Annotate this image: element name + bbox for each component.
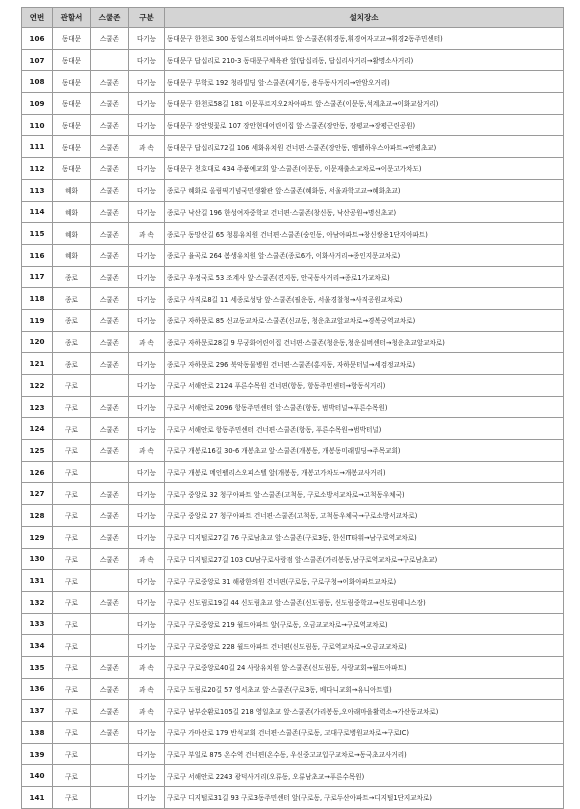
cell-school-zone: 스쿨존 xyxy=(91,223,129,245)
cell-no: 113 xyxy=(22,179,53,201)
cell-no: 125 xyxy=(22,440,53,462)
cell-school-zone: 스쿨존 xyxy=(91,440,129,462)
cell-office: 구로 xyxy=(53,548,91,570)
cell-location: 구로구 구로중앙로 31 해광한의원 건너편(구로동, 구로구청→이화아파트교차로) xyxy=(165,570,564,592)
cell-location: 구로구 디지털로27길 76 구로남초교 앞·스쿨존(구로3동, 한신IT타워→남구로역교차로) xyxy=(165,526,564,548)
cell-school-zone: 스쿨존 xyxy=(91,548,129,570)
cell-location: 구로구 서해안로 2124 푸른수목원 건너편(항동, 항동주민센터→항동식거리) xyxy=(165,375,564,397)
table-header-row xyxy=(22,8,564,28)
cell-school-zone: 스쿨존 xyxy=(91,114,129,136)
cell-kind: 다기능 xyxy=(129,93,165,115)
cell-location: 동대문구 답십리로 210-3 동대문구체육관 앞(답십리동, 답십리사거리→활명소사거리) xyxy=(165,49,564,71)
table-row xyxy=(22,743,564,765)
cell-office: 혜화 xyxy=(53,244,91,266)
cell-kind: 다기능 xyxy=(129,353,165,375)
cell-school-zone: 스쿨존 xyxy=(91,331,129,353)
cell-no: 108 xyxy=(22,71,53,93)
cell-no: 119 xyxy=(22,309,53,331)
cell-school-zone xyxy=(91,787,129,809)
table-row xyxy=(22,49,564,71)
cell-no: 112 xyxy=(22,158,53,180)
cell-location: 종로구 자하문로 296 북악동물병원 건너편·스쿨존(홍지동, 자하문터널→세검정교차로) xyxy=(165,353,564,375)
cell-location: 구로구 서해안로 2243 광덕사거리(오류동, 오류남초교→푸른수목원) xyxy=(165,765,564,787)
cell-school-zone: 스쿨존 xyxy=(91,179,129,201)
cell-school-zone xyxy=(91,765,129,787)
cell-office: 혜화 xyxy=(53,223,91,245)
cell-location: 구로구 구로중앙로 228 월드아파트 건너편(신도림동, 구로역교차로→오금교교차로) xyxy=(165,635,564,657)
cell-school-zone: 스쿨존 xyxy=(91,158,129,180)
cell-school-zone: 스쿨존 xyxy=(91,700,129,722)
cell-office: 구로 xyxy=(53,743,91,765)
cell-office: 혜화 xyxy=(53,201,91,223)
header-location: 설치장소 xyxy=(165,8,564,28)
cell-office: 구로 xyxy=(53,765,91,787)
table-row xyxy=(22,309,564,331)
cell-kind: 다기능 xyxy=(129,526,165,548)
cell-no: 111 xyxy=(22,136,53,158)
cell-location: 종로구 율곡로 264 봄생유치원 앞·스쿨존(종로6가, 이화사거리→종인지문교차로) xyxy=(165,244,564,266)
cell-kind: 다기능 xyxy=(129,396,165,418)
cell-kind: 다기능 xyxy=(129,461,165,483)
cell-location: 동대문구 장안벚꽃로 107 장안현대어린이집 앞·스쿨존(장안동, 장평교→장평근린공원) xyxy=(165,114,564,136)
cell-kind: 과 속 xyxy=(129,700,165,722)
cell-location: 구로구 가마산로 179 반석교회 건너편·스쿨존(구로동, 고대구로병원교차로→구로IC) xyxy=(165,722,564,744)
cell-no: 106 xyxy=(22,28,53,50)
cell-location: 구로구 남부순환로105길 218 영일초교 앞·스쿨존(가리봉동,오아래마을활력소→가산동교차로) xyxy=(165,700,564,722)
table-row xyxy=(22,505,564,527)
cell-no: 110 xyxy=(22,114,53,136)
cell-office: 혜화 xyxy=(53,179,91,201)
table-row xyxy=(22,244,564,266)
table-row xyxy=(22,548,564,570)
cell-location: 동대문구 한천로58길 181 이문푸르지오2차아파트 앞·스쿨존(이문동,석계초교→이화교삼거리) xyxy=(165,93,564,115)
cell-location: 종로구 자하문로 85 신교동교차로·스쿨존(신교동, 청운초교앞교차로→경복궁역교차로) xyxy=(165,309,564,331)
cell-office: 구로 xyxy=(53,418,91,440)
cell-office: 구로 xyxy=(53,613,91,635)
table-row xyxy=(22,526,564,548)
cell-office: 구로 xyxy=(53,483,91,505)
cell-kind: 다기능 xyxy=(129,28,165,50)
cell-office: 구로 xyxy=(53,375,91,397)
cell-school-zone: 스쿨존 xyxy=(91,505,129,527)
cell-kind: 다기능 xyxy=(129,722,165,744)
cell-location: 구로구 중앙로 27 청구아파트 건너편·스쿨존(고척동, 고척동우체국→구로소방서교차로) xyxy=(165,505,564,527)
cell-kind: 다기능 xyxy=(129,266,165,288)
cell-school-zone xyxy=(91,743,129,765)
table-row xyxy=(22,353,564,375)
header-type: 스쿨존 xyxy=(91,8,129,28)
cell-no: 126 xyxy=(22,461,53,483)
cell-kind: 과 속 xyxy=(129,440,165,462)
cell-school-zone xyxy=(91,375,129,397)
cell-school-zone xyxy=(91,635,129,657)
cell-kind: 다기능 xyxy=(129,765,165,787)
cell-no: 127 xyxy=(22,483,53,505)
cell-kind: 다기능 xyxy=(129,418,165,440)
cell-school-zone: 스쿨존 xyxy=(91,353,129,375)
table-row xyxy=(22,288,564,310)
cell-no: 107 xyxy=(22,49,53,71)
cell-kind: 다기능 xyxy=(129,71,165,93)
cell-no: 129 xyxy=(22,526,53,548)
table-row xyxy=(22,613,564,635)
table-row xyxy=(22,700,564,722)
table-row xyxy=(22,136,564,158)
cell-school-zone xyxy=(91,461,129,483)
cell-location: 종로구 우정국로 53 조계사 앞·스쿨존(견지동, 안국동사거리→종로1가교차로) xyxy=(165,266,564,288)
cell-office: 구로 xyxy=(53,700,91,722)
cell-office: 구로 xyxy=(53,656,91,678)
cell-school-zone: 스쿨존 xyxy=(91,722,129,744)
table-row xyxy=(22,93,564,115)
table-row xyxy=(22,179,564,201)
cell-school-zone: 스쿨존 xyxy=(91,418,129,440)
camera-location-table-container xyxy=(21,7,563,809)
cell-school-zone: 스쿨존 xyxy=(91,656,129,678)
cell-kind: 과 속 xyxy=(129,656,165,678)
cell-school-zone xyxy=(91,570,129,592)
cell-no: 141 xyxy=(22,787,53,809)
table-row xyxy=(22,591,564,613)
cell-no: 135 xyxy=(22,656,53,678)
cell-office: 구로 xyxy=(53,635,91,657)
cell-kind: 다기능 xyxy=(129,288,165,310)
cell-location: 종로구 낙산길 196 한성여자중학교 건너편·스쿨존(창신동, 낙산공원→명신초교) xyxy=(165,201,564,223)
cell-kind: 다기능 xyxy=(129,505,165,527)
cell-school-zone: 스쿨존 xyxy=(91,201,129,223)
header-kind: 구분 xyxy=(129,8,165,28)
table-row xyxy=(22,418,564,440)
cell-location: 종로구 자하문로28길 9 무궁화어린이집 건너편·스쿨존(청운동,청운실버센터→청운초교앞교차로) xyxy=(165,331,564,353)
table-row xyxy=(22,722,564,744)
cell-location: 구로구 디지털로31길 93 구로3동주민센터 앞(구로동, 구로두산아파트→디지털1단지교차로) xyxy=(165,787,564,809)
cell-location: 구로구 개봉로 메인펠리스오피스텔 앞(개봉동, 개봉고가차도→개봉교사거리) xyxy=(165,461,564,483)
cell-office: 동대문 xyxy=(53,71,91,93)
table-body xyxy=(22,28,564,809)
cell-no: 136 xyxy=(22,678,53,700)
cell-office: 구로 xyxy=(53,526,91,548)
cell-kind: 다기능 xyxy=(129,787,165,809)
cell-office: 종로 xyxy=(53,266,91,288)
cell-no: 128 xyxy=(22,505,53,527)
cell-no: 123 xyxy=(22,396,53,418)
cell-office: 구로 xyxy=(53,722,91,744)
cell-kind: 다기능 xyxy=(129,635,165,657)
cell-office: 구로 xyxy=(53,461,91,483)
cell-no: 132 xyxy=(22,591,53,613)
cell-school-zone: 스쿨존 xyxy=(91,591,129,613)
cell-office: 동대문 xyxy=(53,93,91,115)
cell-office: 동대문 xyxy=(53,114,91,136)
cell-no: 121 xyxy=(22,353,53,375)
cell-location: 종로구 혜화로 올림픽기념국민생활관 앞·스쿨존(혜화동, 서울과학고교→혜화초교) xyxy=(165,179,564,201)
cell-location: 구로구 개봉로16길 30-6 개봉초교 앞·스쿨존(개봉동, 개봉동미래빌딩→주목교회) xyxy=(165,440,564,462)
cell-kind: 다기능 xyxy=(129,114,165,136)
cell-location: 동대문구 무학로 192 청라빌딩 앞·스쿨존(제기동, 용두동사거리→안암오거리) xyxy=(165,71,564,93)
cell-location: 동대문구 천호대로 434 주품예교회 앞·스쿨존(이문동, 이문재출소교차로→이문고가차도) xyxy=(165,158,564,180)
cell-location: 구로구 디지털로27길 103 CU남구로사랑점 앞·스쿨존(가리봉동,남구로역교차로→구로남초교) xyxy=(165,548,564,570)
table-row xyxy=(22,71,564,93)
header-no: 연번 xyxy=(22,8,53,28)
cell-kind: 다기능 xyxy=(129,49,165,71)
table-row xyxy=(22,461,564,483)
cell-location: 구로구 서해안로 2096 항동주민센터 앞·스쿨존(항동, 범박터널→푸른수목원) xyxy=(165,396,564,418)
cell-kind: 다기능 xyxy=(129,570,165,592)
cell-kind: 과 속 xyxy=(129,331,165,353)
cell-school-zone: 스쿨존 xyxy=(91,71,129,93)
table-row xyxy=(22,635,564,657)
cell-office: 종로 xyxy=(53,331,91,353)
cell-no: 134 xyxy=(22,635,53,657)
cell-school-zone: 스쿨존 xyxy=(91,136,129,158)
cell-kind: 다기능 xyxy=(129,743,165,765)
cell-office: 종로 xyxy=(53,309,91,331)
table-row xyxy=(22,158,564,180)
cell-school-zone: 스쿨존 xyxy=(91,678,129,700)
cell-office: 구로 xyxy=(53,396,91,418)
cell-school-zone xyxy=(91,49,129,71)
cell-location: 구로구 도림로20길 57 영서초교 앞·스쿨존(구로3동, 베다니교회→유니아트빌) xyxy=(165,678,564,700)
cell-school-zone xyxy=(91,613,129,635)
cell-location: 구로구 구로중앙로 219 월드아파트 앞(구로동, 오금교교차로→구로역교차로) xyxy=(165,613,564,635)
cell-no: 116 xyxy=(22,244,53,266)
cell-no: 122 xyxy=(22,375,53,397)
cell-office: 종로 xyxy=(53,353,91,375)
cell-no: 138 xyxy=(22,722,53,744)
table-row xyxy=(22,678,564,700)
cell-school-zone: 스쿨존 xyxy=(91,483,129,505)
camera-location-table xyxy=(21,7,564,809)
cell-no: 130 xyxy=(22,548,53,570)
cell-location: 구로구 구로중앙로40길 24 사랑유치원 앞·스쿨존(신도림동, 사랑교회→월드아파트) xyxy=(165,656,564,678)
cell-location: 구로구 신도림로19길 44 신도림초교 앞·스쿨존(신도림동, 신도림중학교→신도림테니스장) xyxy=(165,591,564,613)
cell-office: 동대문 xyxy=(53,158,91,180)
cell-office: 구로 xyxy=(53,440,91,462)
table-row xyxy=(22,266,564,288)
cell-school-zone: 스쿨존 xyxy=(91,28,129,50)
cell-office: 구로 xyxy=(53,570,91,592)
cell-kind: 다기능 xyxy=(129,309,165,331)
cell-office: 동대문 xyxy=(53,49,91,71)
cell-no: 140 xyxy=(22,765,53,787)
cell-office: 구로 xyxy=(53,787,91,809)
table-row xyxy=(22,440,564,462)
cell-no: 124 xyxy=(22,418,53,440)
table-row xyxy=(22,28,564,50)
cell-kind: 다기능 xyxy=(129,179,165,201)
cell-no: 131 xyxy=(22,570,53,592)
cell-school-zone: 스쿨존 xyxy=(91,288,129,310)
table-row xyxy=(22,114,564,136)
cell-location: 구로구 중앙로 32 청구아파트 앞·스쿨존(고척동, 구로소방서교차로→고척동우체국) xyxy=(165,483,564,505)
cell-location: 동대문구 답십리로72길 106 세화유치원 건너편·스쿨존(장안동, 엠펠하우스아파트→안평초교) xyxy=(165,136,564,158)
cell-school-zone: 스쿨존 xyxy=(91,396,129,418)
cell-no: 115 xyxy=(22,223,53,245)
cell-no: 139 xyxy=(22,743,53,765)
cell-kind: 과 속 xyxy=(129,223,165,245)
cell-location: 동대문구 한천로 300 동일스위트리버아파트 앞·스쿨존(휘경동,휘경여자고교→휘경2동주민센터) xyxy=(165,28,564,50)
cell-kind: 다기능 xyxy=(129,483,165,505)
cell-office: 동대문 xyxy=(53,28,91,50)
cell-no: 109 xyxy=(22,93,53,115)
cell-kind: 과 속 xyxy=(129,136,165,158)
cell-kind: 다기능 xyxy=(129,158,165,180)
cell-office: 종로 xyxy=(53,288,91,310)
cell-school-zone: 스쿨존 xyxy=(91,93,129,115)
cell-school-zone: 스쿨존 xyxy=(91,309,129,331)
table-row xyxy=(22,201,564,223)
cell-no: 118 xyxy=(22,288,53,310)
cell-office: 구로 xyxy=(53,678,91,700)
cell-location: 구로구 부일로 875 온수역 건너편(온수동, 우신중고교입구교차로→동국초교사거리) xyxy=(165,743,564,765)
cell-kind: 다기능 xyxy=(129,591,165,613)
cell-kind: 과 속 xyxy=(129,678,165,700)
cell-no: 120 xyxy=(22,331,53,353)
table-row xyxy=(22,765,564,787)
table-row xyxy=(22,483,564,505)
cell-no: 117 xyxy=(22,266,53,288)
table-row xyxy=(22,787,564,809)
cell-location: 종로구 동망산길 65 청룡유치원 건너편·스쿨존(숭인동, 아남아파트→창신쌍용1단지아파트) xyxy=(165,223,564,245)
table-row xyxy=(22,656,564,678)
table-row xyxy=(22,223,564,245)
cell-no: 133 xyxy=(22,613,53,635)
cell-kind: 다기능 xyxy=(129,613,165,635)
cell-location: 종로구 사직로8길 11 세종로성당 앞·스쿨존(필운동, 서울경찰청→사직공원교차로) xyxy=(165,288,564,310)
cell-school-zone: 스쿨존 xyxy=(91,526,129,548)
cell-kind: 다기능 xyxy=(129,244,165,266)
cell-no: 137 xyxy=(22,700,53,722)
cell-office: 구로 xyxy=(53,505,91,527)
cell-location: 구로구 서해안로 항동주민센터 건너편·스쿨존(항동, 푸른수목원→범박터널) xyxy=(165,418,564,440)
cell-office: 구로 xyxy=(53,591,91,613)
header-office: 관할서 xyxy=(53,8,91,28)
cell-kind: 과 속 xyxy=(129,548,165,570)
cell-kind: 다기능 xyxy=(129,201,165,223)
table-row xyxy=(22,570,564,592)
cell-office: 동대문 xyxy=(53,136,91,158)
cell-school-zone: 스쿨존 xyxy=(91,244,129,266)
cell-kind: 다기능 xyxy=(129,375,165,397)
cell-school-zone: 스쿨존 xyxy=(91,266,129,288)
table-row xyxy=(22,396,564,418)
cell-no: 114 xyxy=(22,201,53,223)
table-row xyxy=(22,375,564,397)
table-row xyxy=(22,331,564,353)
